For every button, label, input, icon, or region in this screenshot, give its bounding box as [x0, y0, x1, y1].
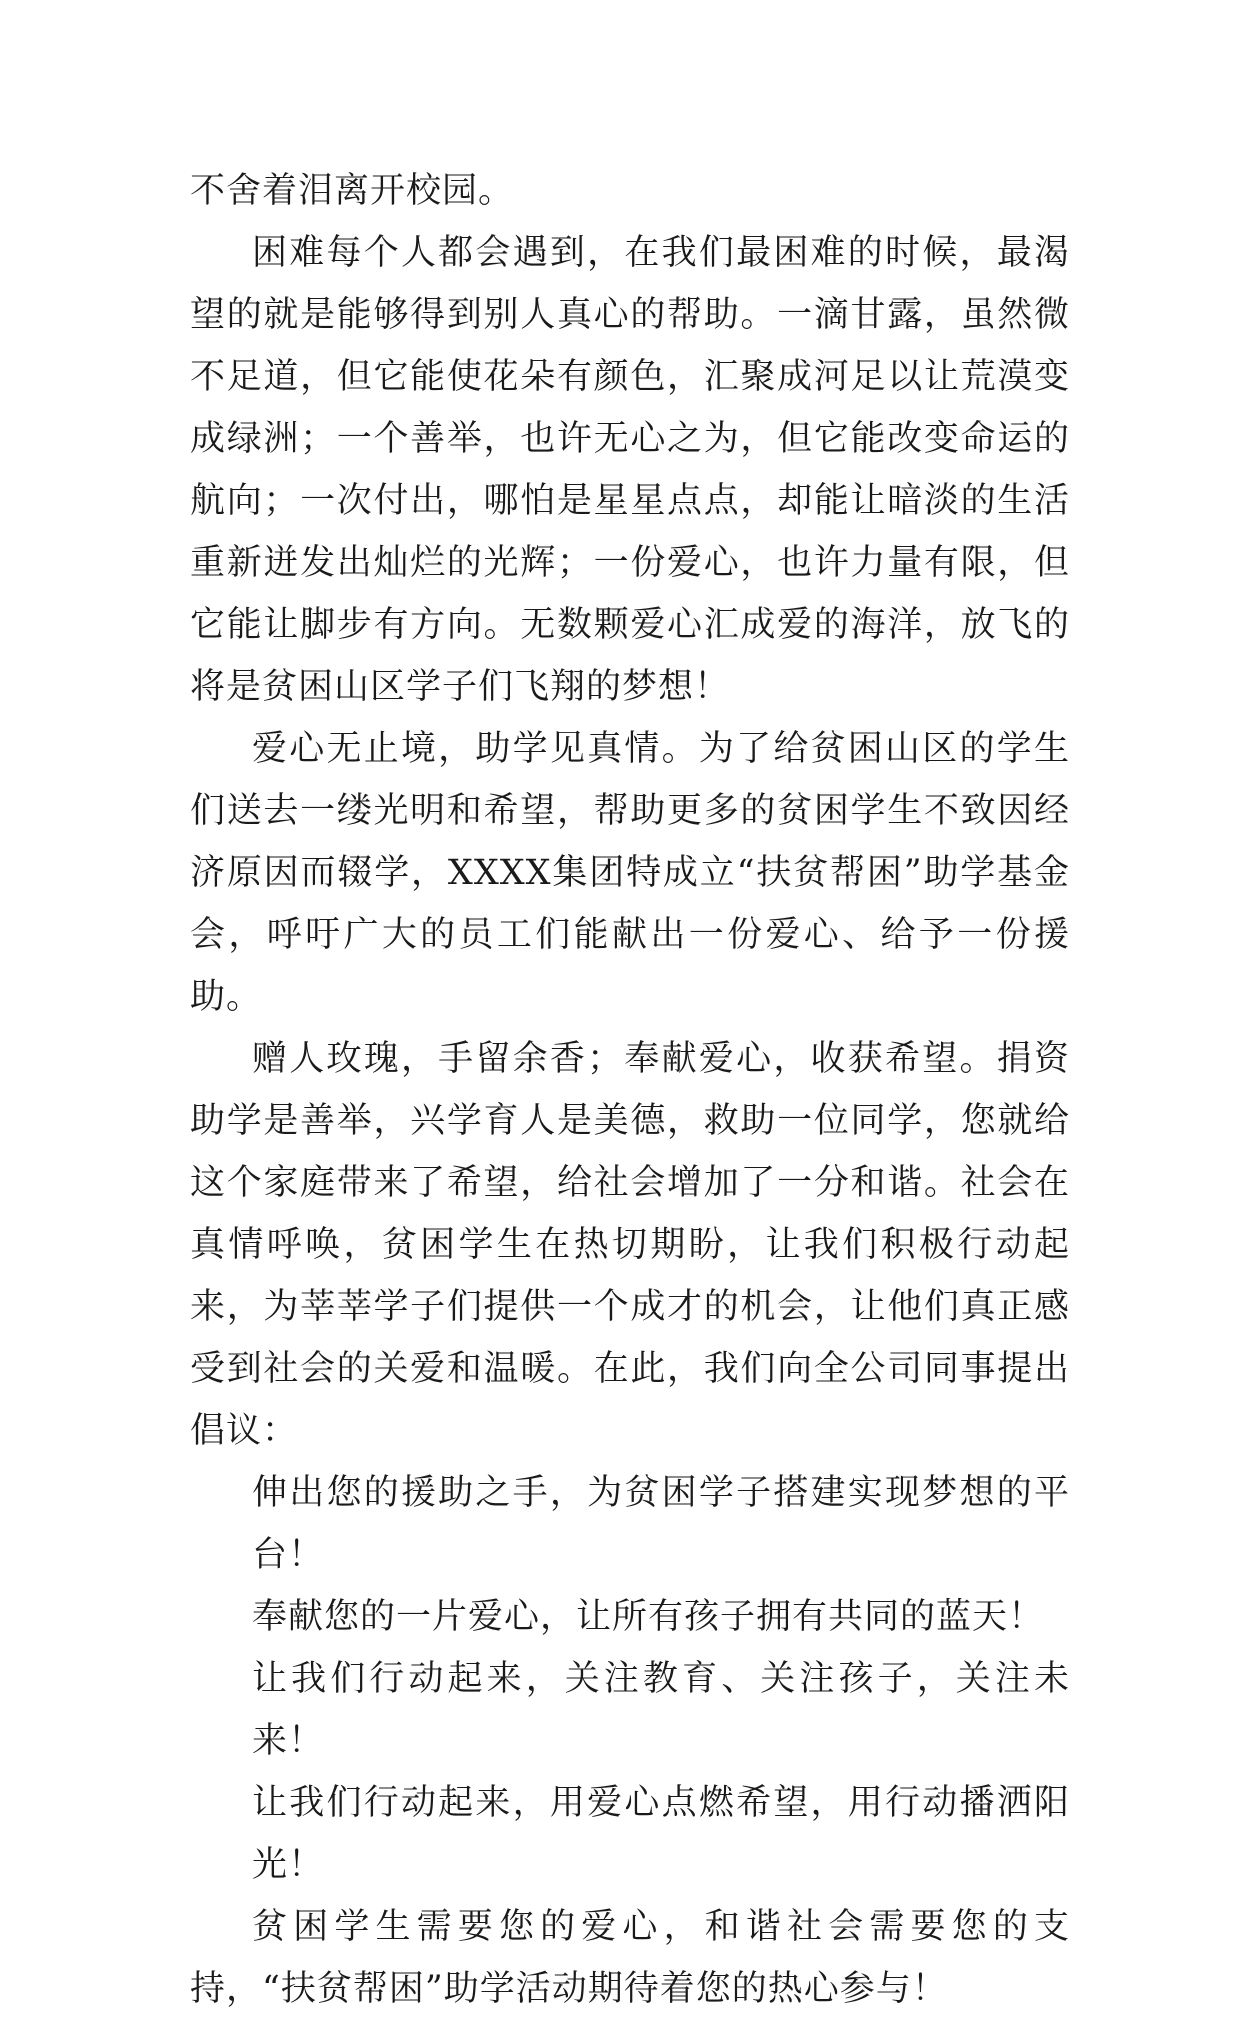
slogan-line: 奉献您的一片爱心，让所有孩子拥有共同的蓝天！	[252, 1597, 1045, 1637]
paragraph-foundation: 爱心无止境，助学见真情。为了给贫困山区的学生们送去一缕光明和希望，帮助更多的贫困学生不致因经济原因而辍学，XXXX集团特成立“扶贫帮困”助学基金会，呼吁广大的员工们能献出一份爱心、给予一份援助。	[190, 729, 1070, 1017]
slogan-line: 伸出您的援助之手，为贫困学子搭建实现梦想的平台！	[252, 1473, 1070, 1575]
paragraph-closing: 贫困学生需要您的爱心，和谐社会需要您的支持，“扶贫帮困”助学活动期待着您的热心参与！	[190, 1907, 1070, 2009]
slogan-line: 让我们行动起来，关注教育、关注孩子，关注未来！	[252, 1659, 1070, 1761]
document-body	[190, 160, 1070, 2020]
paragraph-proposal: 赠人玫瑰，手留余香；奉献爱心，收获希望。捐资助学是善举，兴学育人是美德，救助一位同学，您就给这个家庭带来了希望，给社会增加了一分和谐。社会在真情呼唤，贫困学生在热切期盼，让我们积极行动起来，为莘莘学子们提供一个成才的机会，让他们真正感受到社会的关爱和温暖。在此，我们向全公司同事提出倡议：	[190, 1039, 1070, 1451]
paragraph-continuation: 不舍着泪离开校园。	[190, 171, 515, 211]
paragraph-difficulty: 困难每个人都会遇到，在我们最困难的时候，最渴望的就是能够得到别人真心的帮助。一滴甘露，虽然微不足道，但它能使花朵有颜色，汇聚成河足以让荒漠变成绿洲；一个善举，也许无心之为，但它能改变命运的航向；一次付出，哪怕是星星点点，却能让暗淡的生活重新迸发出灿烂的光辉；一份爱心，也许力量有限，但它能让脚步有方向。无数颗爱心汇成爱的海洋，放飞的将是贫困山区学子们飞翔的梦想！	[190, 233, 1070, 707]
slogan-line: 让我们行动起来，用爱心点燃希望，用行动播洒阳光！	[252, 1783, 1070, 1885]
